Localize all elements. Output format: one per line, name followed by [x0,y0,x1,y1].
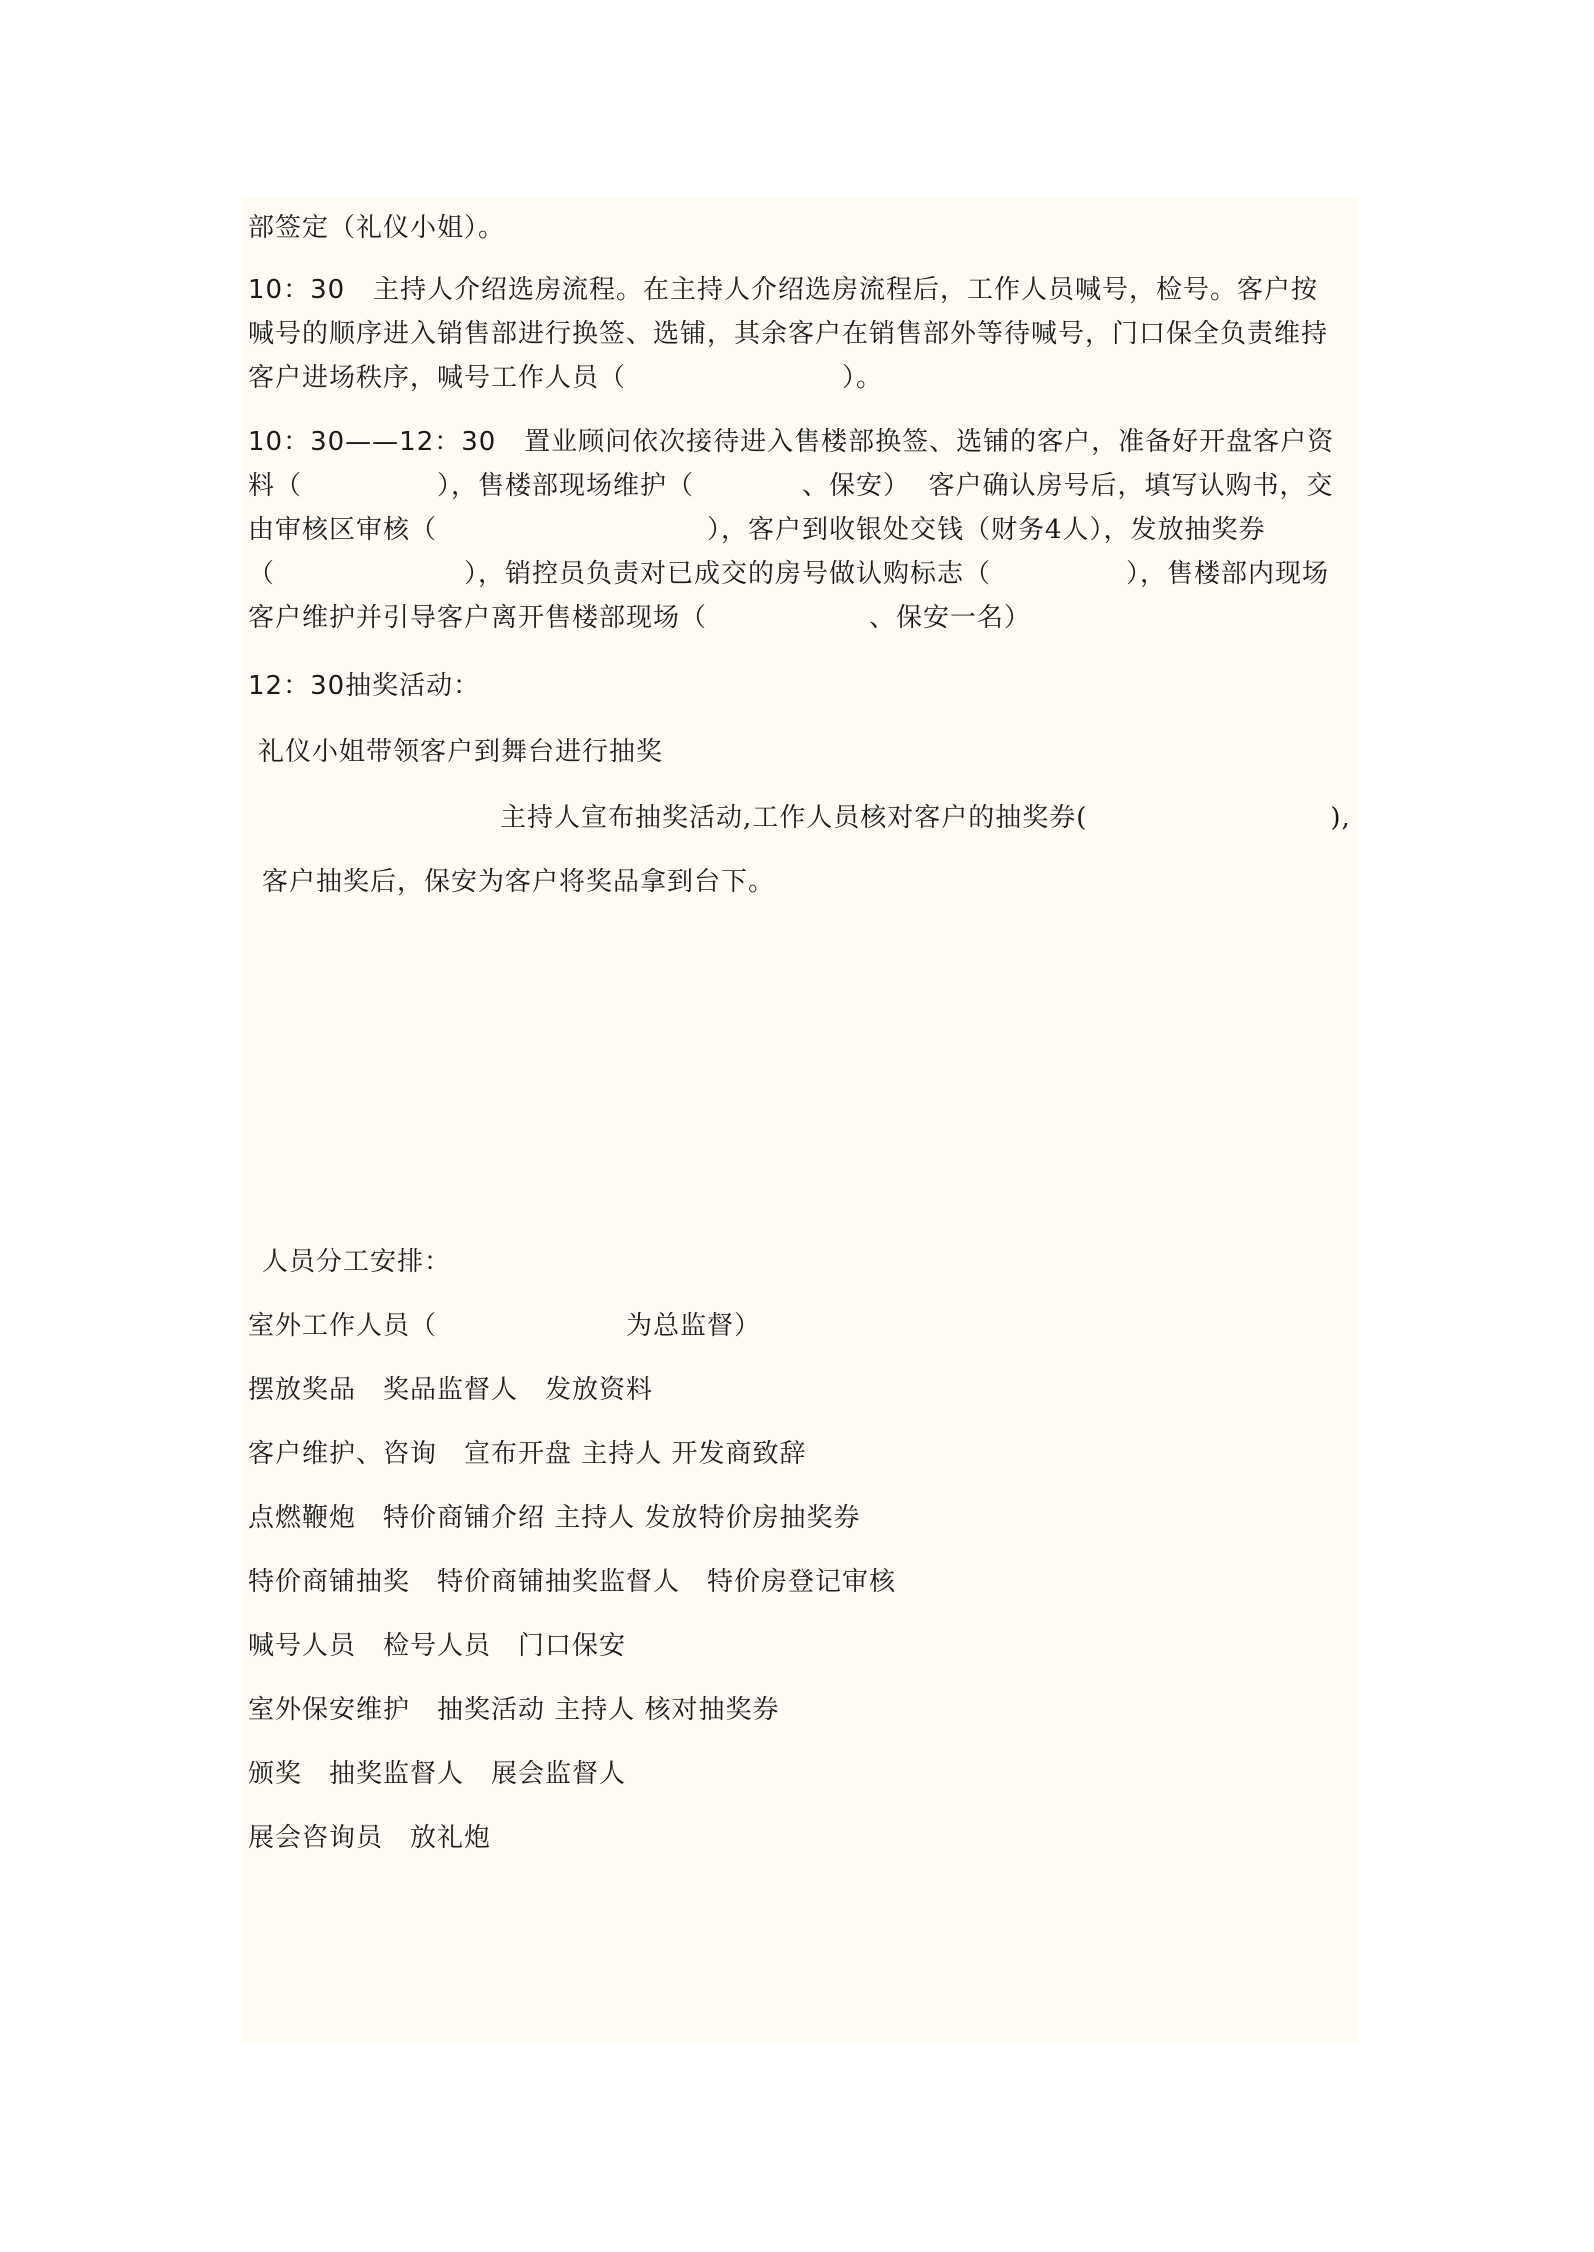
time-label: 12：30 [248,671,346,701]
text-line: 料（ ），售楼部现场维护（ 、保安） 客户确认房号后，填写认购书，交 [248,471,1334,501]
paragraph-line [248,268,1358,312]
text-line: 喊号的顺序进入销售部进行换签、选铺，其余客户在销售部外等待喊号，门口保全负责维持 [248,319,1329,349]
section-heading [248,664,1358,708]
list-item: 喊号人员 检号人员 门口保安 [248,1631,627,1661]
section-heading: 人员分工安排： [262,1247,452,1277]
paragraph-line [248,420,1358,464]
time-label: 10：30——12：30 [248,427,497,457]
text-line: 客户进场秩序，喊号工作人员（ ）。 [248,363,884,393]
text-line: 客户抽奖后，保安为客户将奖品拿到台下。 [262,867,776,897]
list-item: 摆放奖品 奖品监督人 发放资料 [248,1375,654,1405]
heading-text: 抽奖活动： [345,671,481,701]
text-line: 主持人宣布抽奖活动,工作人员核对客户的抽奖券( ), [500,803,1351,833]
text-line: 部签定（礼仪小姐）。 [248,213,506,243]
text-line: （ ），销控员负责对已成交的房号做认购标志（ ），售楼部内现场 [248,559,1330,589]
list-item: 点燃鞭炮 特价商铺介绍 主持人 发放特价房抽奖券 [248,1503,861,1533]
text-line: 客户维护并引导客户离开售楼部现场（ 、保安一名） [248,603,1032,633]
time-label: 10：30 [248,275,346,305]
paragraph-text: 主持人介绍选房流程。在主持人介绍选房流程后，工作人员喊号，检号。客户按 [372,275,1318,305]
list-item: 室外保安维护 抽奖活动 主持人 核对抽奖券 [248,1695,780,1725]
paragraph-text: 置业顾问依次接待进入售楼部换签、选铺的客户，准备好开盘客户资 [524,427,1335,457]
text-line: 礼仪小姐带领客户到舞台进行抽奖 [258,737,664,767]
list-item: 室外工作人员（ 为总监督） [248,1311,762,1341]
list-item: 展会咨询员 放礼炮 [248,1823,492,1853]
list-item: 客户维护、咨询 宣布开盘 主持人 开发商致辞 [248,1439,807,1469]
text-line: 由审核区审核（ ），客户到收银处交钱（财务4人），发放抽奖券 [248,515,1266,545]
list-item: 颁奖 抽奖监督人 展会监督人 [248,1759,627,1789]
list-item: 特价商铺抽奖 特价商铺抽奖监督人 特价房登记审核 [248,1567,897,1597]
